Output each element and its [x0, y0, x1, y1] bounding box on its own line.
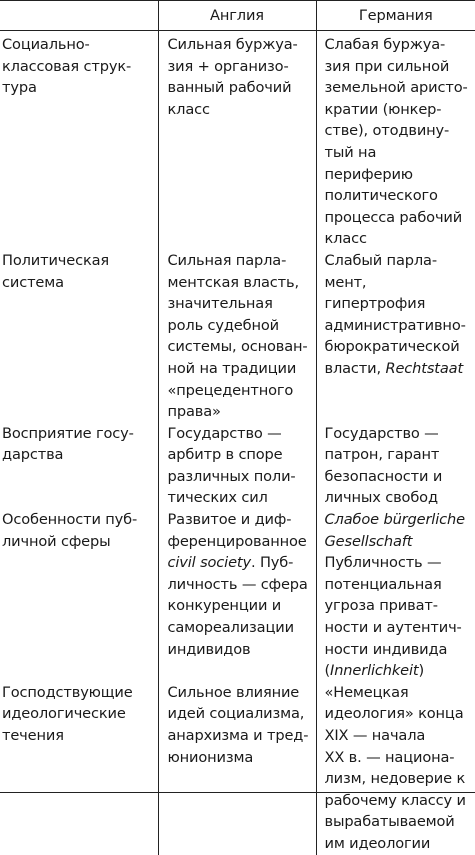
england-cell: [158, 31, 316, 250]
table-row: [0, 31, 475, 250]
row-label: Восприятие госу- дарства: [2, 424, 134, 464]
germany-cell: [316, 682, 475, 855]
cell-text-segment: Сильная буржуа- зия + организо- ванный рабочий класс: [167, 36, 298, 118]
cell-text-segment: Государство — арбитр в споре различных поли- тических сил: [167, 424, 296, 507]
table-row: [0, 509, 475, 682]
italic-term: Innerlichkeit: [330, 662, 419, 680]
header-germany: Германия: [316, 1, 475, 31]
header-england: Англия: [158, 1, 316, 31]
cell-text-segment: Сильное влияние идей социализма, анархизма и тред- юнионизма: [167, 683, 309, 766]
row-label: Политическая система: [2, 251, 110, 291]
italic-term: civil society: [167, 554, 251, 572]
table-bottom-rule: [0, 792, 475, 793]
england-cell: [158, 250, 316, 423]
cell-text-segment: . Пуб- личность — сфера конкуренции и самореализации индивидов: [167, 554, 308, 658]
table-row: [0, 682, 475, 855]
cell-text-segment: ): [418, 662, 425, 680]
england-cell: [158, 423, 316, 509]
table-row: [0, 250, 475, 423]
cell-text-segment: Государство — патрон, гарант безопасности и личных свобод: [324, 424, 443, 507]
cell-text-segment: Развитое и диф- ференцированное: [167, 511, 307, 550]
cell-text-segment: «Немецкая идеология» конца XIX — начала XX в. — национа- лизм, недоверие к рабочему классу и вырабатываемой им идеологии: [324, 683, 466, 852]
cell-text-segment: Слабая буржуа- зия при сильной земельной аристо- кратии (юнкер- стве), отодвину- тый на периферию политического процесса рабочий класс: [324, 36, 468, 248]
england-cell: [158, 509, 316, 682]
header-empty-cell: [0, 1, 158, 31]
row-label: Господствующие идеологические течения: [2, 683, 133, 744]
germany-cell: [316, 31, 475, 250]
italic-term: Слабое bürgerliche Gesellschaft: [324, 511, 465, 550]
table-body: [0, 31, 475, 855]
germany-cell: [316, 250, 475, 423]
germany-cell: [316, 509, 475, 682]
header-row: [0, 1, 475, 31]
cell-text-segment: Слабый парла- мент, гипертрофия административно- бюрократической власти,: [324, 251, 466, 377]
england-cell: [158, 682, 316, 855]
row-label: Социально- классовая струк- тура: [2, 36, 132, 97]
germany-cell: [316, 423, 475, 509]
italic-term: Rechtstaat: [385, 359, 464, 377]
table-header: [0, 1, 475, 31]
table-row: [0, 423, 475, 509]
cell-text-segment: Сильная парла- ментская власть, значительная роль судебной системы, основан- ной на традиции «прецедентного права»: [167, 251, 308, 421]
cell-text-segment: Публичность — потенциальная угроза приват- ности и аутентич- ности индивида (: [324, 554, 462, 680]
row-label: Особенности пуб- личной сферы: [2, 511, 138, 550]
